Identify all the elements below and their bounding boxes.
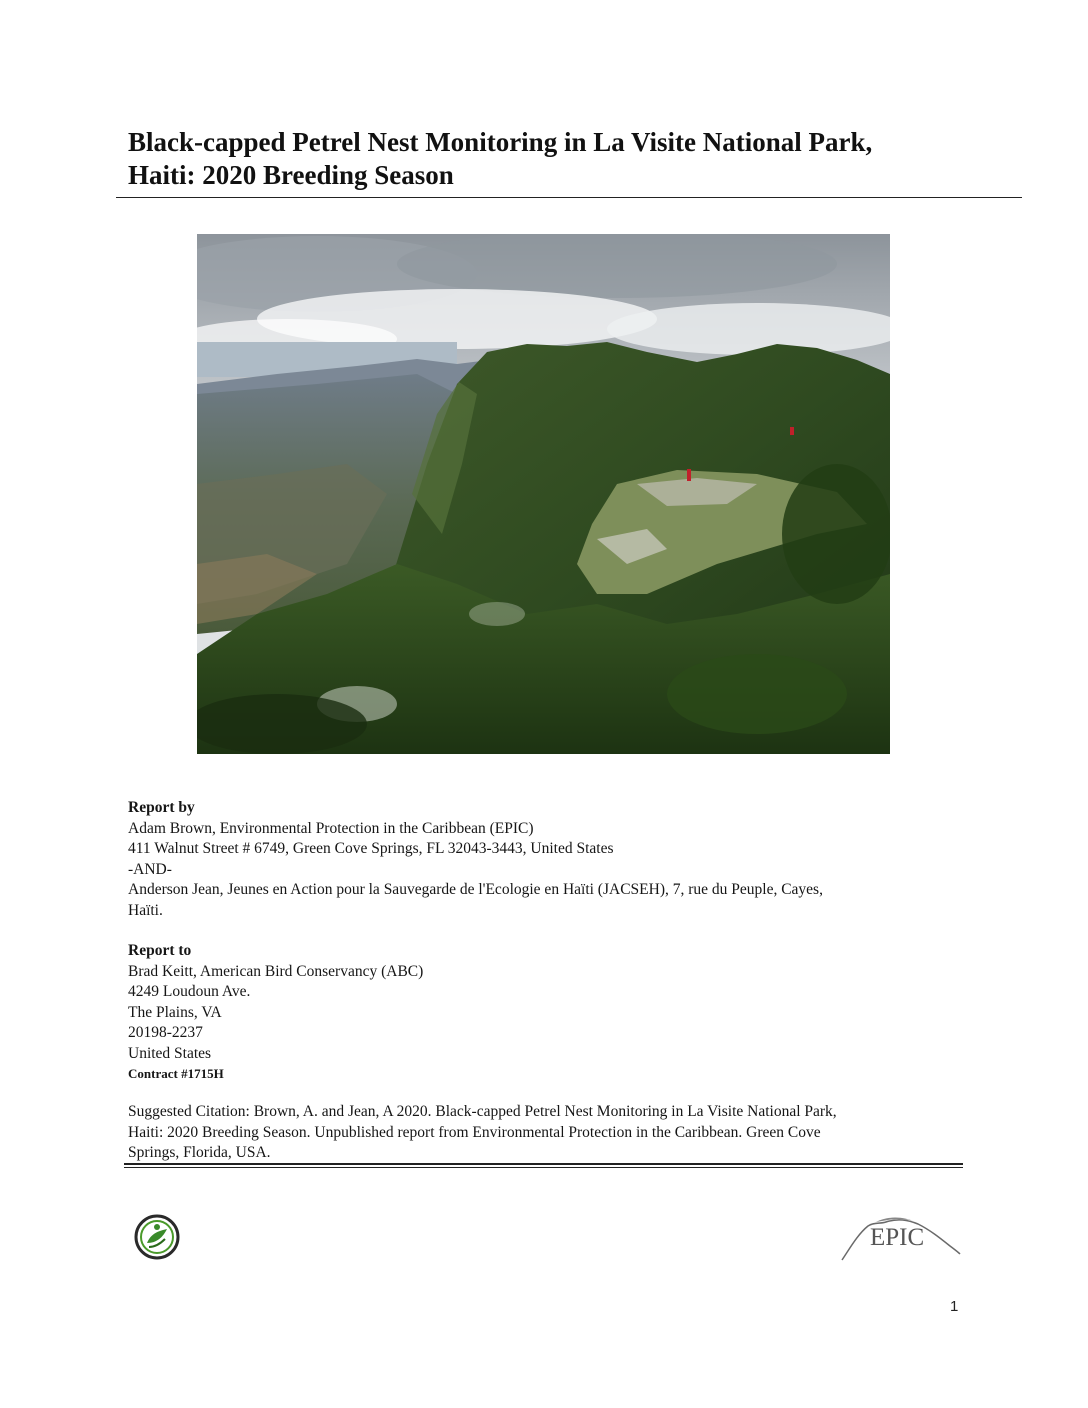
recipient-city: The Plains, VA [128,1003,222,1021]
epic-logo-text: EPIC [870,1224,925,1251]
author-1: Adam Brown, Environmental Protection in the Caribbean (EPIC) [128,819,534,837]
footer-divider-thick [124,1163,963,1165]
page-number: 1 [950,1298,959,1315]
report-by-heading: Report by [128,799,195,816]
contract-number: Contract #1715H [128,1066,224,1081]
document-title [128,126,1008,192]
jacseh-logo [133,1213,181,1261]
citation-line-1: Suggested Citation: Brown, A. and Jean, A 2020. Black-capped Petrel Nest Monitoring in La Visite National Park, [128,1103,837,1120]
author-2-line-2: Haïti. [128,901,163,919]
epic-logo [840,1214,962,1264]
citation-line-2: Haiti: 2020 Breeding Season. Unpublished report from Environmental Protection in the Caribbean. Green Cove [128,1123,821,1141]
author-2-line-1: Anderson Jean, Jeunes en Action pour la Sauvegarde de l'Ecologie en Haïti (JACSEH), 7, rue du Peuple, Cayes, [128,881,823,898]
citation-line-3: Springs, Florida, USA. [128,1144,271,1161]
author-1-address: 411 Walnut Street # 6749, Green Cove Springs, FL 32043-3443, United States [128,840,614,857]
recipient-street: 4249 Loudoun Ave. [128,983,251,1000]
suggested-citation [128,1102,948,1164]
report-to-heading: Report to [128,942,192,959]
recipient-zip: 20198-2237 [128,1024,203,1041]
report-to-section [128,941,958,1085]
cover-photo [197,234,890,754]
title-line-2: Haiti: 2020 Breeding Season [128,160,454,190]
report-by-section [128,798,958,921]
title-divider [116,197,1022,198]
title-line-1: Black-capped Petrel Nest Monitoring in La Visite National Park, [128,127,873,157]
author-separator: -AND- [128,860,172,878]
recipient-country: United States [128,1044,212,1062]
recipient: Brad Keitt, American Bird Conservancy (ABC) [128,962,424,980]
footer-divider-thin [124,1167,963,1168]
